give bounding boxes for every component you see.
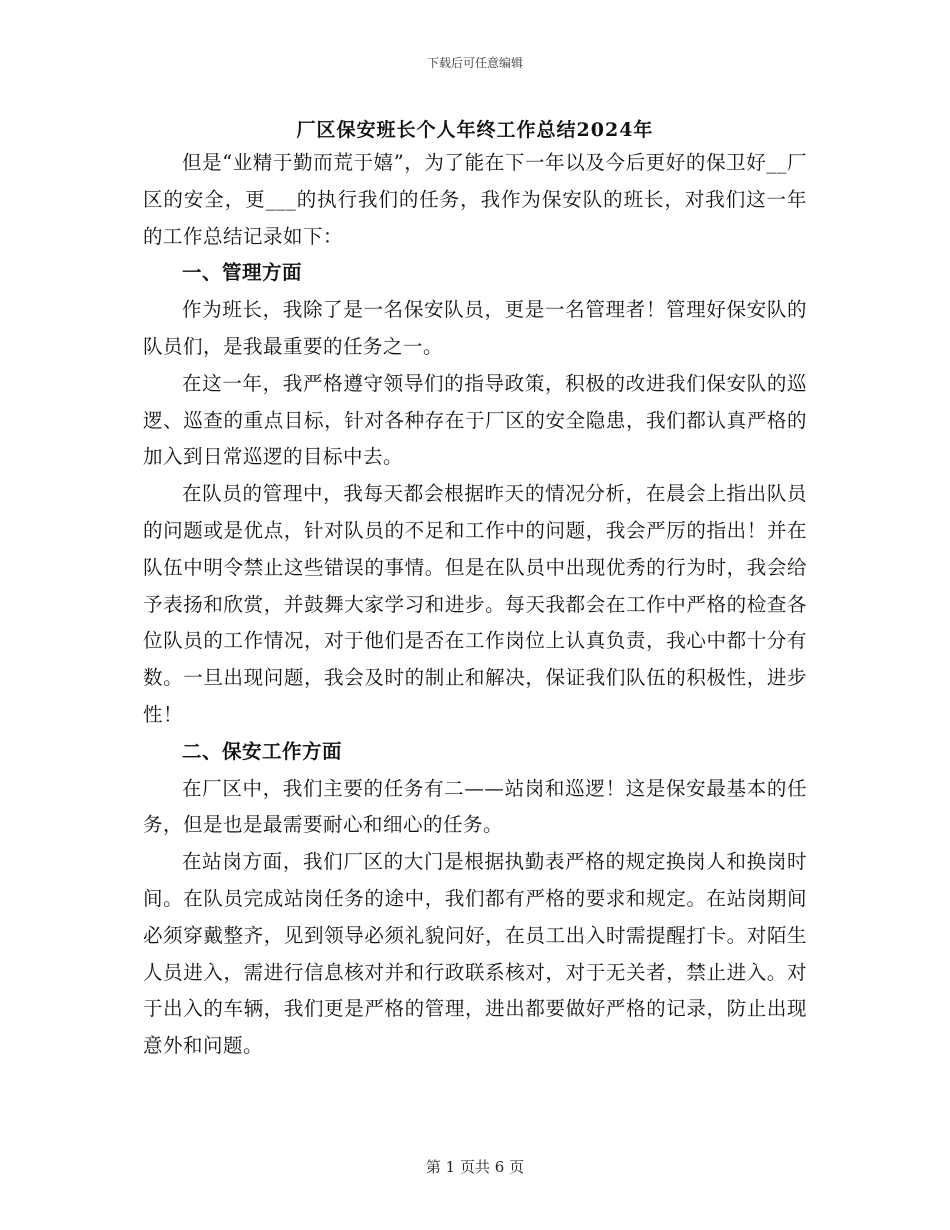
document-body — [143, 145, 807, 1065]
body-paragraph: 在厂区中，我们主要的任务有二——站岗和巡逻！这是保安最基本的任务，但是也是最需要耐心和细心的任务。 — [143, 776, 807, 837]
body-paragraph: 在这一年，我严格遵守领导们的指导政策，积极的改进我们保安队的巡逻、巡查的重点目标，针对各种存在于厂区的安全隐患，我们都认真严格的加入到日常巡逻的目标中去。 — [143, 371, 807, 469]
section-heading-security-work: 二、保安工作方面 — [182, 739, 343, 763]
page-number-footer: 第 1 页共 6 页 — [425, 1158, 525, 1176]
body-paragraph: 在站岗方面，我们厂区的大门是根据执勤表严格的规定换岗人和换岗时间。在队员完成站岗任务的途中，我们都有严格的要求和规定。在站岗期间必须穿戴整齐，见到领导必须礼貌问好，在员工出入时需提醒打卡。对陌生人员进入，需进行信息核对并和行政联系核对，对于无关者，禁止进入。对于出入的车辆，我们更是严格的管理，进出都要做好严格的记录，防止出现意外和问题。 — [143, 850, 807, 1058]
intro-paragraph: 但是“业精于勤而荒于嬉”，为了能在下一年以及今后更好的保卫好__厂区的安全，更___的执行我们的任务，我作为保安队的班长，对我们这一年的工作总结记录如下： — [143, 151, 807, 248]
document-title: 厂区保安班长个人年终工作总结2024年 — [296, 119, 654, 141]
body-paragraph: 作为班长，我除了是一名保安队员，更是一名管理者！管理好保安队的队员们，是我最重要的任务之一。 — [143, 298, 807, 358]
body-paragraph: 在队员的管理中，我每天都会根据昨天的情况分析，在晨会上指出队员的问题或是优点，针对队员的不足和工作中的问题，我会严厉的指出！并在队伍中明令禁止这些错误的事情。但是在队员中出现优秀的行为时，我会给予表扬和欣赏，并鼓舞大家学习和进步。每天我都会在工作中严格的检查各位队员的工作情况，对于他们是否在工作岗位上认真负责，我心中都十分有数。一旦出现问题，我会及时的制止和解决，保证我们队伍的积极性，进步性！ — [143, 482, 807, 726]
section-heading-management: 一、管理方面 — [182, 261, 303, 285]
page-header-note: 下载后可任意编辑 — [426, 56, 523, 70]
